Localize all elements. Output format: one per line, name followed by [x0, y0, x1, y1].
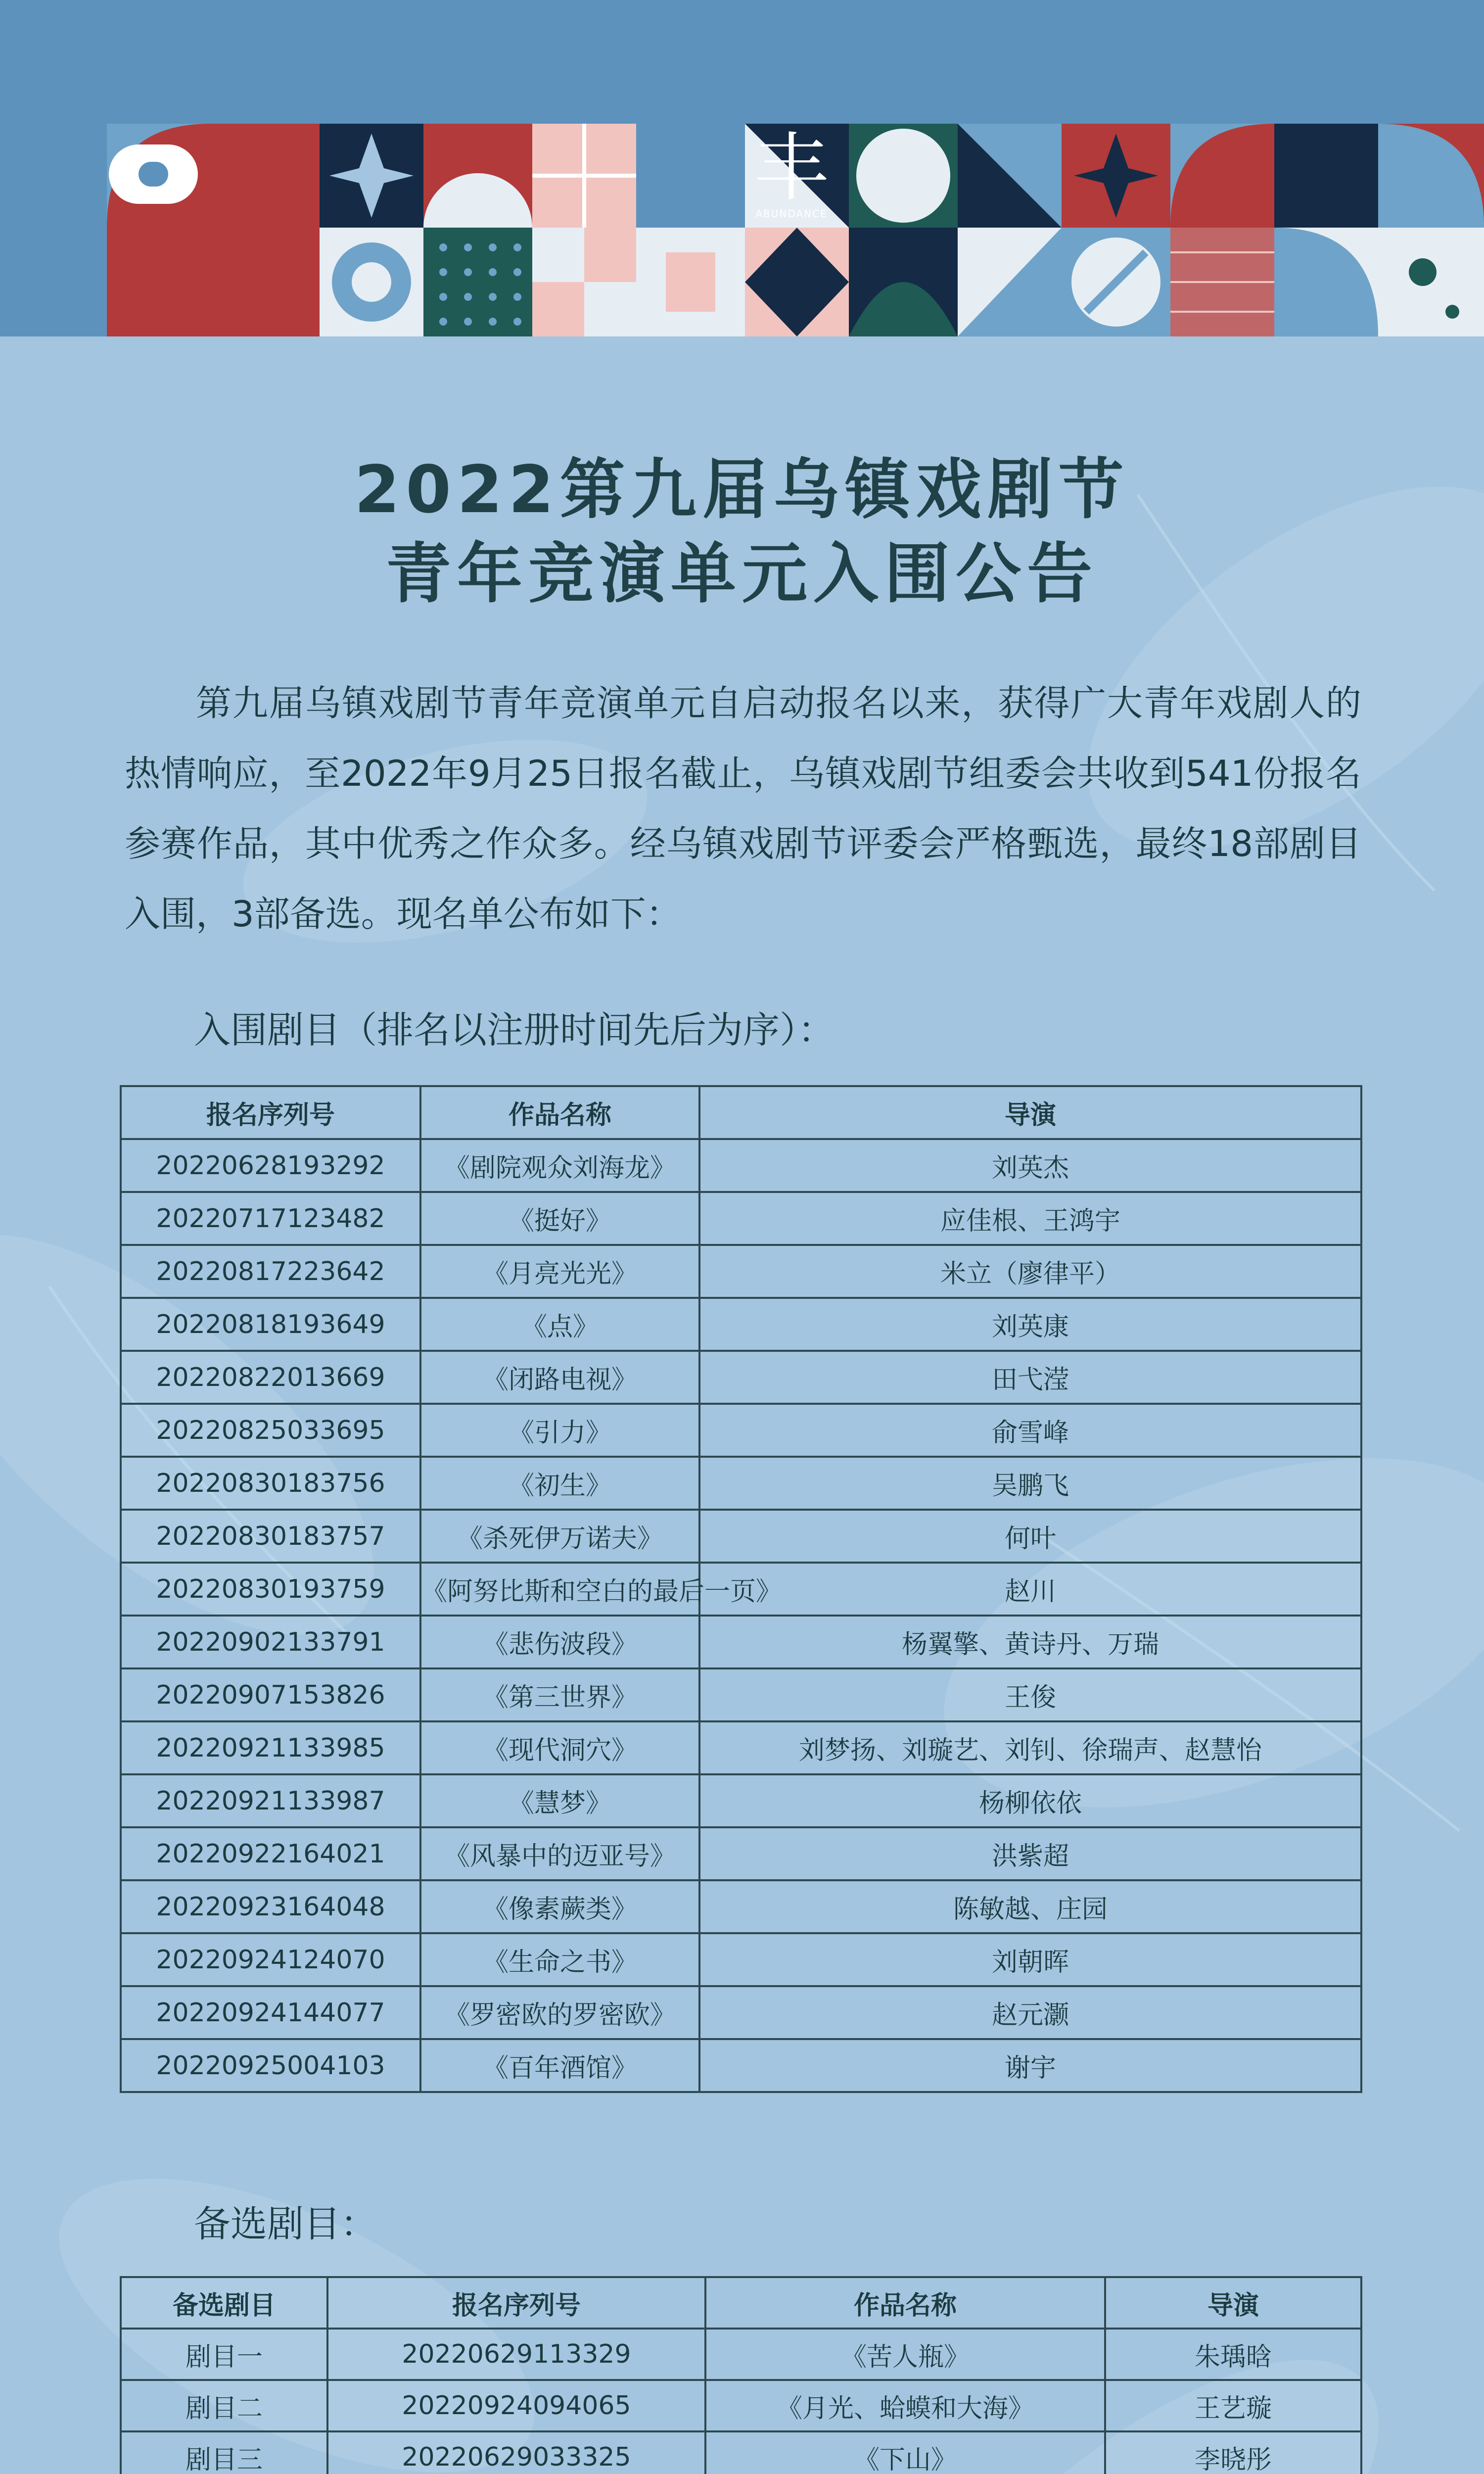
cell-director: 王俊 — [699, 1668, 1361, 1721]
cell-work: 《引力》 — [420, 1404, 699, 1457]
cell-director: 吴鹏飞 — [699, 1457, 1361, 1510]
cell-serial: 20220907153826 — [121, 1668, 420, 1721]
cell-work: 《挺好》 — [420, 1192, 699, 1245]
table-header-row — [121, 1086, 1361, 1139]
table-row — [121, 1616, 1361, 1668]
cell-serial: 20220830183757 — [121, 1510, 420, 1563]
cell-director: 刘朝晖 — [699, 1933, 1361, 1986]
table-row — [121, 2039, 1361, 2092]
column-header-alternate: 备选剧目 — [121, 2277, 327, 2329]
table-row — [121, 2329, 1361, 2380]
table-row — [121, 2431, 1361, 2474]
table-row — [121, 1510, 1361, 1563]
cell-serial: 20220817223642 — [121, 1245, 420, 1298]
table-row — [121, 1457, 1361, 1510]
cell-work: 《罗密欧的罗密欧》 — [420, 1986, 699, 2039]
table-row — [121, 1298, 1361, 1351]
cell-work: 《点》 — [420, 1298, 699, 1351]
table-row — [121, 1563, 1361, 1616]
table-row — [121, 1404, 1361, 1457]
cell-work: 《慧梦》 — [420, 1774, 699, 1827]
table-header-row — [121, 2277, 1361, 2329]
table-row — [121, 1986, 1361, 2039]
cell-director: 何叶 — [699, 1510, 1361, 1563]
cell-director: 王艺璇 — [1105, 2380, 1361, 2431]
cell-serial: 20220923164048 — [121, 1880, 420, 1933]
column-header-director: 导演 — [1105, 2277, 1361, 2329]
cell-serial: 20220922164021 — [121, 1827, 420, 1880]
cell-director: 刘英杰 — [699, 1139, 1361, 1192]
cell-director: 应佳根、王鸿宇 — [699, 1192, 1361, 1245]
cell-serial: 20220921133987 — [121, 1774, 420, 1827]
cell-work: 《悲伤波段》 — [420, 1616, 699, 1668]
column-header-serial: 报名序列号 — [121, 1086, 420, 1139]
cell-director: 赵元灏 — [699, 1986, 1361, 2039]
table-row — [121, 1721, 1361, 1774]
cell-work: 《现代洞穴》 — [420, 1721, 699, 1774]
cell-work: 《下山》 — [705, 2431, 1105, 2474]
table-row — [121, 1245, 1361, 1298]
cell-director: 谢宇 — [699, 2039, 1361, 2092]
cell-alternate: 剧目三 — [121, 2431, 327, 2474]
cell-serial: 20220924144077 — [121, 1986, 420, 2039]
cell-serial: 20220818193649 — [121, 1298, 420, 1351]
table-row — [121, 2380, 1361, 2431]
column-header-director: 导演 — [699, 1086, 1361, 1139]
table-row — [121, 1933, 1361, 1986]
table-row — [121, 1774, 1361, 1827]
cell-director: 刘英康 — [699, 1298, 1361, 1351]
page-title-line-2: 青年竞演单元入围公告 — [386, 536, 1098, 612]
table-row — [121, 1880, 1361, 1933]
finalists-heading: 入围剧目（排名以注册时间先后为序）： — [194, 1009, 835, 1051]
cell-serial: 20220924094065 — [327, 2380, 705, 2431]
cell-serial: 20220924124070 — [121, 1933, 420, 1986]
cell-work: 《闭路电视》 — [420, 1351, 699, 1404]
cell-serial: 20220825033695 — [121, 1404, 420, 1457]
page-title-line-1: 2022第九届乌镇戏剧节 — [354, 452, 1130, 528]
cell-director: 赵川 — [699, 1563, 1361, 1616]
abundance-label: ABUNDANCE — [755, 208, 828, 220]
alternates-table — [120, 2276, 1362, 2474]
cell-work: 《月光、蛤蟆和大海》 — [705, 2380, 1105, 2431]
cell-work: 《杀死伊万诺夫》 — [420, 1510, 699, 1563]
cell-serial: 20220629113329 — [327, 2329, 705, 2380]
column-header-work: 作品名称 — [420, 1086, 699, 1139]
cell-serial: 20220629033325 — [327, 2431, 705, 2474]
cell-work: 《第三世界》 — [420, 1668, 699, 1721]
cell-director: 杨翼擎、黄诗丹、万瑞 — [699, 1616, 1361, 1668]
finalists-table — [120, 1085, 1362, 2093]
cell-director: 刘梦扬、刘璇艺、刘钊、徐瑞声、赵慧怡 — [699, 1721, 1361, 1774]
cell-director: 田弋滢 — [699, 1351, 1361, 1404]
table-row — [121, 1351, 1361, 1404]
cell-alternate: 剧目一 — [121, 2329, 327, 2380]
cell-serial: 20220717123482 — [121, 1192, 420, 1245]
cell-serial: 20220830183756 — [121, 1457, 420, 1510]
table-row — [121, 1827, 1361, 1880]
cell-work: 《月亮光光》 — [420, 1245, 699, 1298]
cell-work: 《苦人瓶》 — [705, 2329, 1105, 2380]
cell-serial: 20220822013669 — [121, 1351, 420, 1404]
cell-director: 洪紫超 — [699, 1827, 1361, 1880]
cell-work: 《风暴中的迈亚号》 — [420, 1827, 699, 1880]
cell-director: 杨柳依依 — [699, 1774, 1361, 1827]
cell-work: 《阿努比斯和空白的最后一页》 — [420, 1563, 699, 1616]
cell-work: 《百年酒馆》 — [420, 2039, 699, 2092]
cell-director: 李晓彤 — [1105, 2431, 1361, 2474]
intro-paragraph: 第九届乌镇戏剧节青年竞演单元自启动报名以来，获得广大青年戏剧人的热情响应，至2022年9月25日报名截止，乌镇戏剧节组委会共收到541份报名参赛作品，其中优秀之作众多。经乌镇戏剧节评委会严格甄选，最终18部剧目入围，3部备选。现名单公布如下： — [125, 682, 1361, 935]
cell-serial: 20220628193292 — [121, 1139, 420, 1192]
cell-director: 俞雪峰 — [699, 1404, 1361, 1457]
cell-work: 《初生》 — [420, 1457, 699, 1510]
cell-director: 米立（廖律平） — [699, 1245, 1361, 1298]
column-header-serial: 报名序列号 — [327, 2277, 705, 2329]
table-row — [121, 1139, 1361, 1192]
table-row — [121, 1668, 1361, 1721]
cell-serial: 20220921133985 — [121, 1721, 420, 1774]
cell-alternate: 剧目二 — [121, 2380, 327, 2431]
cell-work: 《剧院观众刘海龙》 — [420, 1139, 699, 1192]
cell-serial: 20220830193759 — [121, 1563, 420, 1616]
cell-director: 朱瑀晗 — [1105, 2329, 1361, 2380]
table-row — [121, 1192, 1361, 1245]
column-header-work: 作品名称 — [705, 2277, 1105, 2329]
cell-work: 《像素蕨类》 — [420, 1880, 699, 1933]
abundance-glyph: 丰 — [754, 125, 829, 211]
cell-serial: 20220902133791 — [121, 1616, 420, 1668]
alternates-heading: 备选剧目： — [194, 2203, 377, 2245]
cell-director: 陈敏越、庄园 — [699, 1880, 1361, 1933]
cell-serial: 20220925004103 — [121, 2039, 420, 2092]
cell-work: 《生命之书》 — [420, 1933, 699, 1986]
